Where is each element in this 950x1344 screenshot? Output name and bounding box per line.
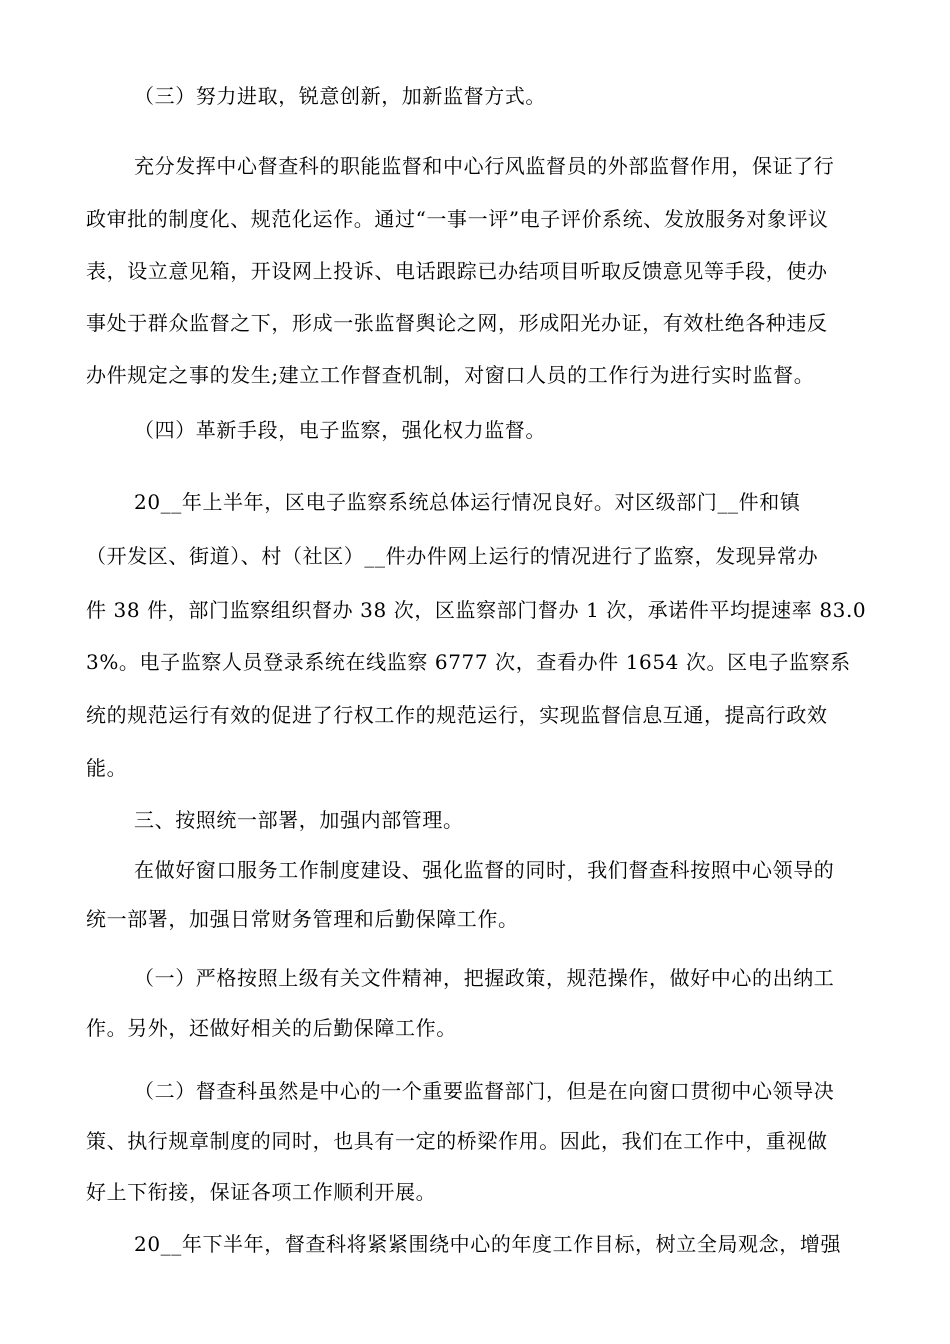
paragraph-line: 策、执行规章制度的同时，也具有一定的桥梁作用。因此，我们在工作中，重视做 xyxy=(86,1129,828,1153)
paragraph-line: 3%。电子监察人员登录系统在线监察 6777 次，查看办件 1654 次。区电子监察系 xyxy=(86,650,851,674)
paragraph-line: 统一部署，加强日常财务管理和后勤保障工作。 xyxy=(86,907,519,931)
section-heading-3: （三）努力进取，锐意创新，加新监督方式。 xyxy=(134,84,546,108)
paragraph-line: （开发区、街道）、村（社区）__件办件网上运行的情况进行了监察，发现异常办 xyxy=(86,544,819,568)
paragraph-line: （一）严格按照上级有关文件精神，把握政策，规范操作，做好中心的出纳工 xyxy=(134,966,835,990)
section-heading-three: 三、按照统一部署，加强内部管理。 xyxy=(134,808,464,832)
paragraph-line: 充分发挥中心督查科的职能监督和中心行风监督员的外部监督作用，保证了行 xyxy=(134,154,835,178)
section-heading-4: （四）革新手段，电子监察，强化权力监督。 xyxy=(134,418,546,442)
paragraph-line: 作。另外，还做好相关的后勤保障工作。 xyxy=(86,1016,457,1040)
paragraph-line: 20__年上半年，区电子监察系统总体运行情况良好。对区级部门__件和镇 xyxy=(134,490,801,514)
paragraph-line: 政审批的制度化、规范化运作。通过“一事一评”电子评价系统、发放服务对象评议 xyxy=(86,207,829,231)
paragraph-line: 在做好窗口服务工作制度建设、强化监督的同时，我们督查科按照中心领导的 xyxy=(134,858,835,882)
paragraph-line: （二）督查科虽然是中心的一个重要监督部门，但是在向窗口贯彻中心领导决 xyxy=(134,1079,835,1103)
paragraph-line: 办件规定之事的发生;建立工作督查机制，对窗口人员的工作行为进行实时监督。 xyxy=(86,363,815,387)
paragraph-line: 好上下衔接，保证各项工作顺利开展。 xyxy=(86,1180,437,1204)
paragraph-line: 事处于群众监督之下，形成一张监督舆论之网，形成阳光办证，有效杜绝各种违反 xyxy=(86,311,828,335)
paragraph-line: 表，设立意见箱，开设网上投诉、电话跟踪已办结项目听取反馈意见等手段，使办 xyxy=(86,259,828,283)
paragraph-line: 能。 xyxy=(86,756,128,780)
paragraph-line: 统的规范运行有效的促进了行权工作的规范运行，实现监督信息互通，提高行政效 xyxy=(86,703,828,727)
paragraph-line: 件 38 件，部门监察组织督办 38 次，区监察部门督办 1 次，承诺件平均提速率 83.0 xyxy=(86,598,867,622)
paragraph-line: 20__年下半年，督查科将紧紧围绕中心的年度工作目标，树立全局观念，增强 xyxy=(134,1232,842,1256)
